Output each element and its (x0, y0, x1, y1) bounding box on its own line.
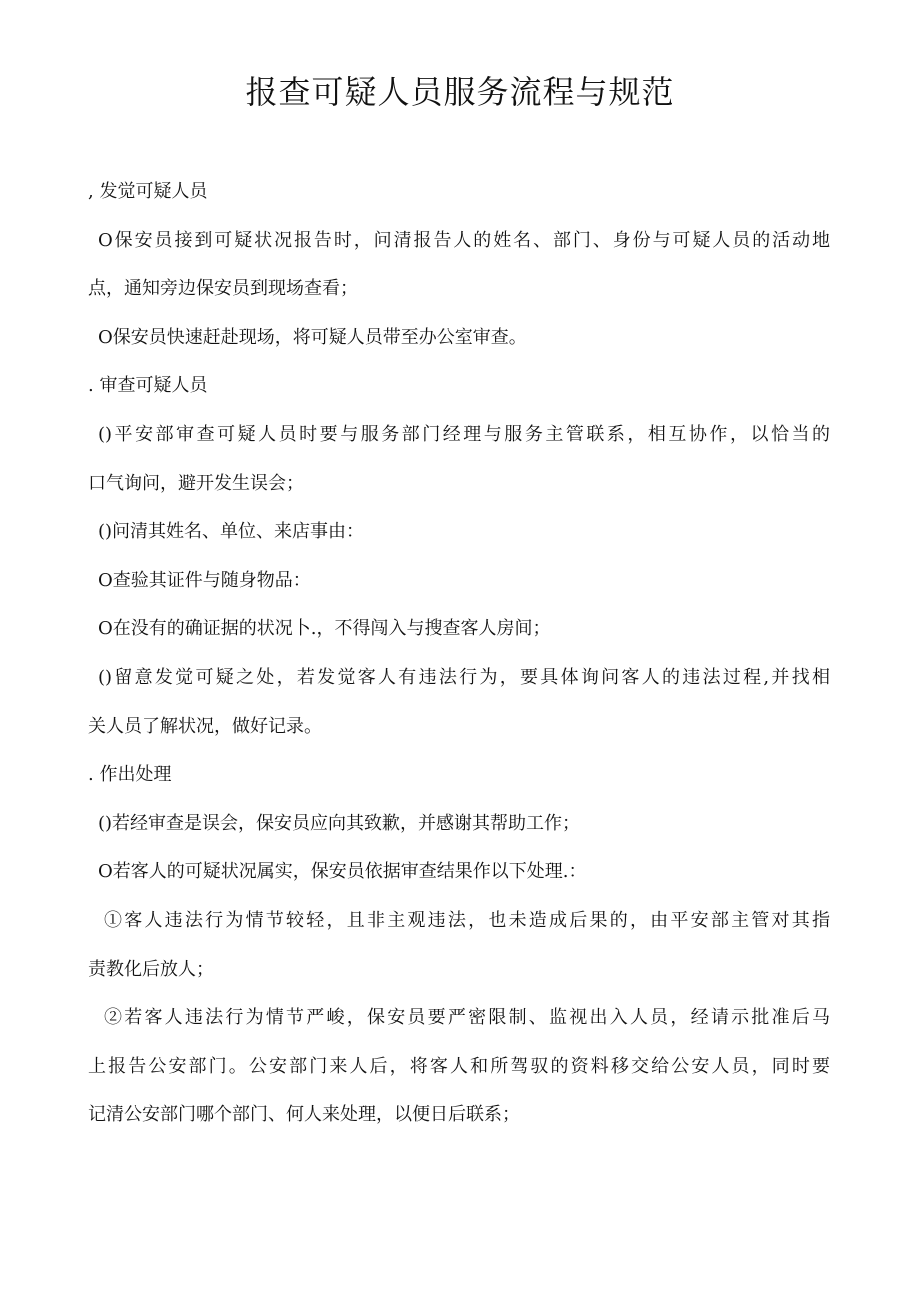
paragraph-line: 口气询问，避开发生误会； (88, 472, 304, 494)
paragraph-line: O在没有的确证据的状况卜.，不得闯入与搜查客人房间； (98, 618, 551, 640)
paragraph-line: ②若客人违法行为情节严峻，保安员要严密限制、监视出入人员，经请示批准后马 (104, 1007, 830, 1029)
paragraph-line: O保安员快速赶赴现场，将可疑人员带至办公室审查。 (98, 326, 527, 348)
paragraph-line: 上报告公安部门。公安部门来人后，将客人和所驾驭的资料移交给公安人员，同时要 (88, 1055, 830, 1077)
section-heading-handle: . 作出处理 (88, 764, 172, 786)
document-title: 报查可疑人员服务流程与规范 (245, 73, 675, 111)
paragraph-line: 点，通知旁边保安员到现场查看； (88, 278, 358, 300)
section-heading-discover: , 发觉可疑人员 (88, 181, 208, 202)
paragraph-line: 关人员了解状况，做好记录。 (88, 715, 322, 737)
paragraph-line: 责教化后放人； (88, 958, 214, 980)
paragraph-line: O若客人的可疑状况属实，保安员依据审查结果作以下处理.： (98, 861, 587, 883)
paragraph-line: 记清公安部门哪个部门、何人来处理，以便日后联系； (88, 1104, 520, 1126)
section-heading-review: . 审查可疑人员 (88, 375, 208, 397)
paragraph-line: ①客人违法行为情节较轻，且非主观违法，也未造成后果的，由平安部主管对其指 (104, 909, 830, 931)
paragraph-line: ()平安部审查可疑人员时要与服务部门经理与服务主管联系，相互协作，以恰当的 (98, 423, 830, 445)
paragraph-line: O查验其证件与随身物品： (98, 569, 311, 591)
paragraph-line: ()问清其姓名、单位、来店事由： (98, 521, 365, 543)
paragraph-line: O保安员接到可疑状况报告时，问清报告人的姓名、部门、身份与可疑人员的活动地 (98, 229, 830, 251)
document-body (88, 168, 830, 1140)
paragraph-line: ()留意发觉可疑之处，若发觉客人有违法行为，要具体询问客人的违法过程,并找相 (98, 666, 830, 688)
paragraph-line: ()若经审查是误会，保安员应向其致歉，并感谢其帮助工作； (98, 812, 581, 834)
